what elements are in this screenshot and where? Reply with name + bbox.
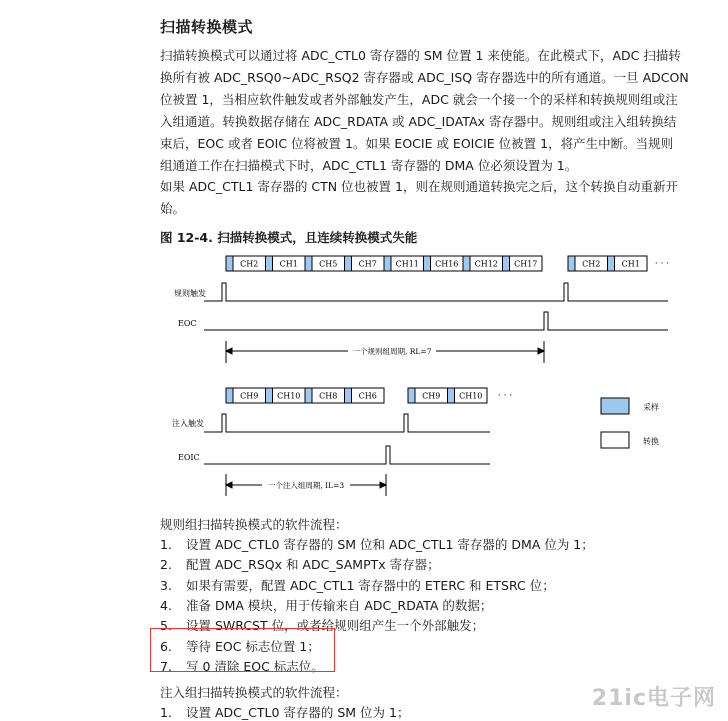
legend-sample-label: 采样 — [643, 403, 659, 412]
injected-sample-box — [266, 388, 273, 403]
step-text: 设置 SWRCST 位，或者给规则组产生一个外部触发； — [186, 618, 485, 634]
regular-trigger-signal — [204, 283, 668, 301]
regular-sample-box — [345, 256, 352, 271]
regular-sample-box — [266, 256, 273, 271]
regular-channel-label: CH1 — [279, 259, 298, 269]
section-title: 扫描转换模式 — [160, 18, 254, 36]
regular-flow-step — [160, 596, 492, 614]
regular-channel-label: CH11 — [395, 259, 419, 269]
injected-repeat-channel-label: CH10 — [459, 391, 483, 401]
injected-trigger-label: 注入触发 — [172, 419, 204, 428]
regular-repeat-sample-box — [568, 256, 575, 271]
step-text: 设置 ADC_CTL0 寄存器的 SM 位和 ADC_CTL1 寄存器的 DMA 位为 1； — [186, 537, 594, 552]
regular-channel-label: CH12 — [474, 259, 498, 269]
paragraph-1-line: 束后，EOC 或者 EOIC 位将被置 1。如果 EOCIE 或 EOICIE 位被置 1，将产生中断。当规则 — [160, 136, 674, 151]
regular-repeat-channel-label: CH2 — [582, 259, 601, 269]
regular-channel-label: CH16 — [435, 259, 459, 269]
injected-flow-step — [160, 703, 409, 721]
injected-channel-label: CH6 — [358, 391, 377, 401]
injected-period-label: 一个注入组周期, IL=3 — [267, 481, 345, 490]
step-number: 5. — [160, 618, 172, 634]
paragraph-2-line: 始。 — [160, 201, 186, 216]
arrow-head — [538, 348, 544, 354]
regular-channel-label: CH7 — [358, 259, 377, 269]
injected-repeat-channel-label: CH9 — [422, 391, 441, 401]
injected-channel-label: CH8 — [319, 391, 338, 401]
step-text: 设置 ADC_CTL0 寄存器的 SM 位为 1； — [186, 705, 410, 720]
ellipsis: · · · — [654, 259, 670, 269]
regular-flow-step — [160, 535, 594, 553]
injected-sample-box — [305, 388, 312, 403]
injected-trigger-signal — [204, 414, 490, 432]
regular-channel-label: CH17 — [514, 259, 538, 269]
paragraph-1-line: 换所有被 ADC_RSQ0~ADC_RSQ2 寄存器或 ADC_ISQ 寄存器选中的所有通道。一旦 ADCON — [160, 70, 689, 85]
step-number: 1. — [160, 537, 172, 552]
paragraph-2-line: 如果 ADC_CTL1 寄存器的 CTN 位也被置 1，则在规则通道转换完之后，这个转换自动重新开 — [160, 179, 678, 194]
legend-sample-swatch — [601, 398, 629, 414]
injected-sample-box — [345, 388, 352, 403]
paragraph-1-line: 位被置 1，当相应软件触发或者外部触发产生，ADC 就会一个接一个的采样和转换规则组或注 — [160, 92, 678, 107]
eoc-signal — [204, 312, 668, 330]
legend-convert-swatch — [601, 432, 629, 448]
regular-sample-box — [305, 256, 312, 271]
highlight-box — [150, 628, 335, 672]
regular-flow-heading: 规则组扫描转换模式的软件流程： — [160, 517, 348, 532]
regular-sample-box — [463, 256, 470, 271]
step-number: 2. — [160, 557, 172, 573]
step-text: 等待 EOC 标志位置 1； — [186, 638, 320, 654]
ellipsis: · · · — [497, 391, 513, 401]
injected-sample-box — [226, 388, 233, 403]
watermark: 21ic电子网 — [591, 686, 716, 711]
step-text: 准备 DMA 模块，用于传输来自 ADC_RDATA 的数据； — [186, 597, 493, 613]
arrow-head — [226, 482, 232, 488]
regular-trigger-label: 规则触发 — [174, 289, 206, 298]
injected-repeat-sample-box — [448, 388, 455, 403]
regular-repeat-channel-label: CH1 — [621, 259, 640, 269]
regular-channel-label: CH5 — [319, 259, 338, 269]
regular-sample-box — [503, 256, 510, 271]
regular-sample-box — [226, 256, 233, 271]
step-number: 7. — [160, 658, 172, 674]
step-number: 3. — [160, 577, 172, 593]
eoc-label: EOC — [178, 319, 197, 328]
paragraph-1-line: 组通道工作在扫描模式下时，ADC_CTL1 寄存器的 DMA 位必须设置为 1。 — [160, 158, 578, 173]
step-number: 1. — [160, 705, 172, 720]
injected-repeat-sample-box — [408, 388, 415, 403]
step-text: 写 0 清除 EOC 标志位。 — [186, 658, 324, 674]
figure-title: 图 12-4. 扫描转换模式，且连续转换模式失能 — [160, 230, 418, 245]
eoic-label: EOIC — [178, 453, 200, 462]
regular-flow-step — [160, 555, 440, 573]
regular-sample-box — [384, 256, 391, 271]
regular-repeat-sample-box — [608, 256, 615, 271]
regular-flow-step — [160, 576, 555, 594]
arrow-head — [226, 348, 232, 354]
arrow-head — [380, 482, 386, 488]
legend-convert-label: 转换 — [643, 437, 659, 446]
injected-channel-label: CH9 — [240, 391, 259, 401]
regular-period-label: 一个规则组周期, RL=7 — [352, 347, 432, 356]
step-text: 配置 ADC_RSQx 和 ADC_SAMPTx 寄存器； — [186, 557, 440, 573]
step-text: 如果有需要，配置 ADC_CTL1 寄存器中的 ETERC 和 ETSRC 位； — [186, 577, 555, 593]
injected-channel-label: CH10 — [277, 391, 301, 401]
regular-channel-label: CH2 — [240, 259, 259, 269]
paragraph-1-line: 入组通道。转换数据存储在 ADC_RDATA 或 ADC_IDATAx 寄存器中。规则组或注入组转换结 — [160, 114, 677, 129]
regular-sample-box — [424, 256, 431, 271]
step-number: 4. — [160, 597, 172, 613]
eoic-signal — [204, 446, 490, 464]
step-number: 6. — [160, 638, 172, 654]
injected-flow-heading: 注入组扫描转换模式的软件流程： — [160, 685, 348, 700]
paragraph-1-line: 扫描转换模式可以通过将 ADC_CTL0 寄存器的 SM 位置 1 来使能。在此模式下，ADC 扫描转 — [160, 48, 681, 63]
